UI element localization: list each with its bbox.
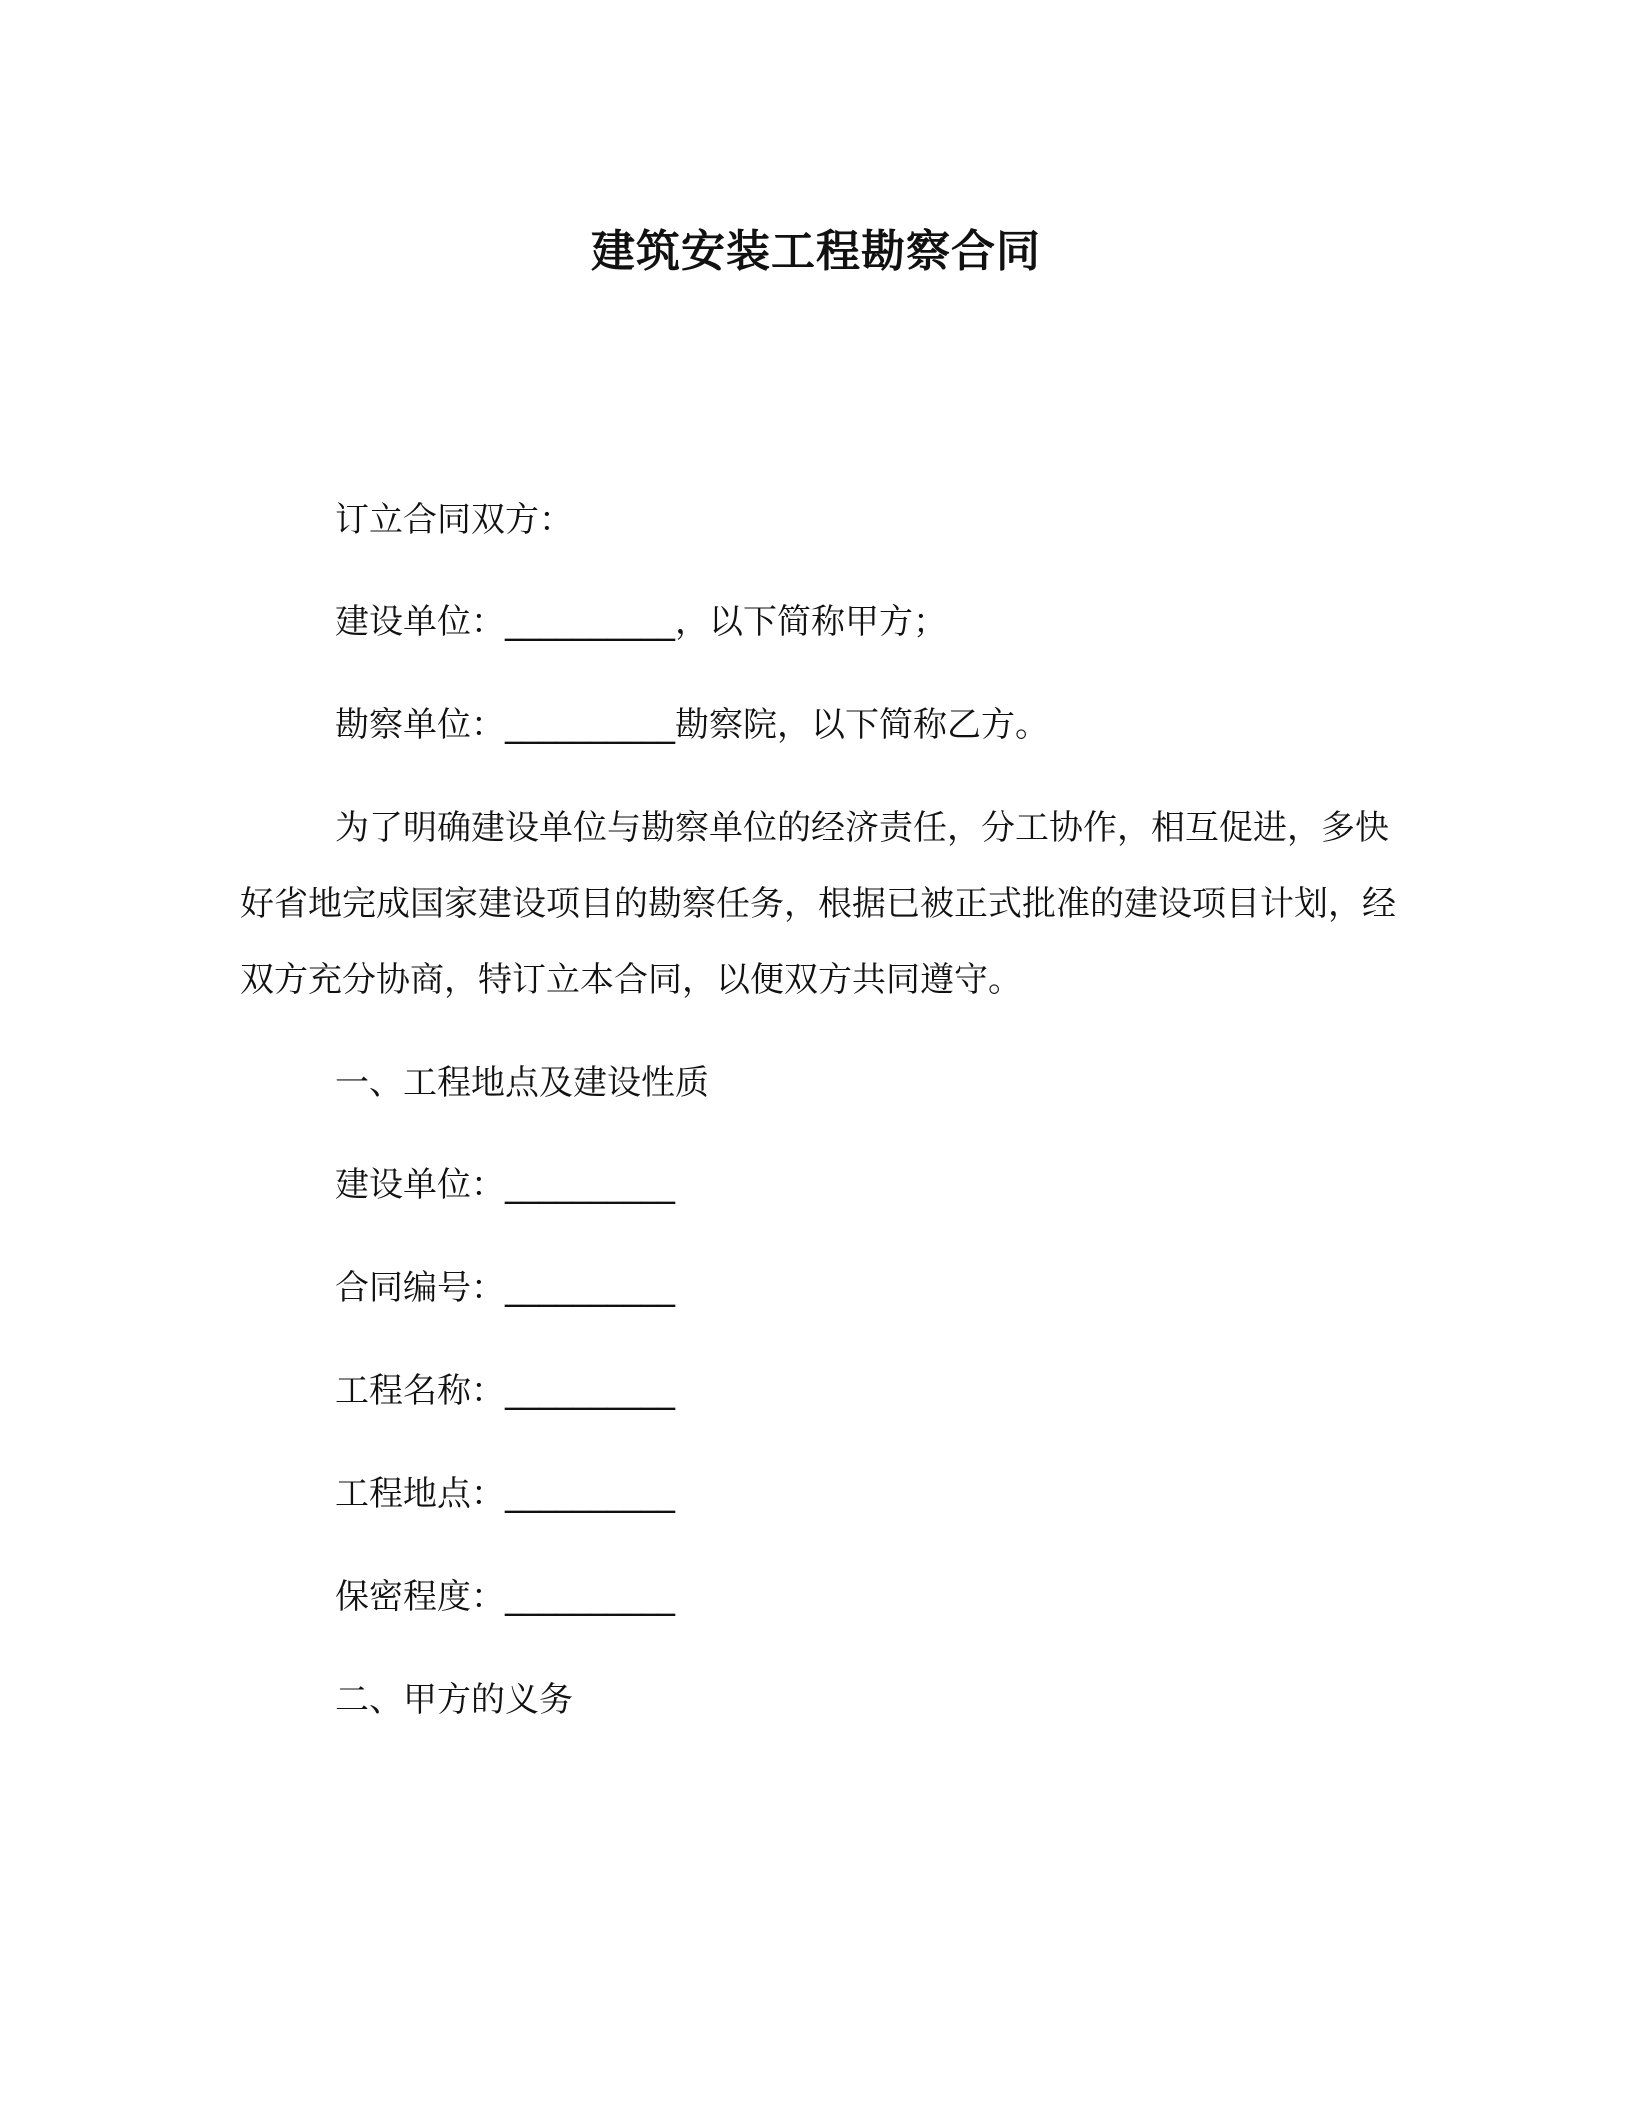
document-title: 建筑安装工程勘察合同 [591,226,1041,277]
parties-intro: 订立合同双方： [335,500,573,540]
preamble-paragraph: 为了明确建设单位与勘察单位的经济责任，分工协作，相互促进，多快好省地完成国家建设项目的勘察任务，根据已被正式批准的建设项目计划，经双方充分协商，特订立本合同，以便双方共同遵守。 [240,808,1396,1000]
field-construction-unit: 建设单位：__________ [335,1165,675,1205]
section-1-heading: 一、工程地点及建设性质 [335,1063,709,1103]
party-a-line: 建设单位：__________，以下简称甲方； [335,602,947,642]
section-2-heading: 二、甲方的义务 [335,1680,573,1720]
party-b-line: 勘察单位：__________勘察院，以下简称乙方。 [335,705,1049,745]
field-project-name: 工程名称：__________ [335,1371,675,1411]
field-confidentiality-level: 保密程度：__________ [335,1577,675,1617]
field-project-location: 工程地点：__________ [335,1474,675,1514]
field-contract-number: 合同编号：__________ [335,1268,675,1308]
